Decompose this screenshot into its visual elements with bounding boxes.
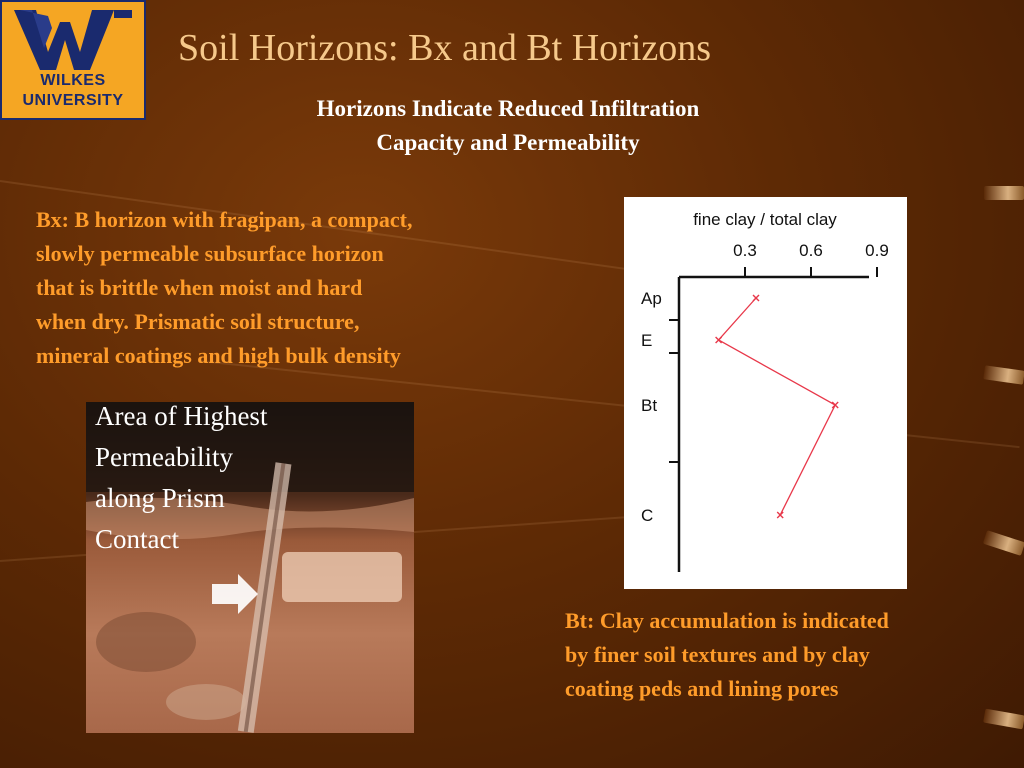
bx-description-line: when dry. Prismatic soil structure, (36, 309, 360, 334)
bt-description (565, 604, 889, 706)
bx-description-line: slowly permeable subsurface horizon (36, 241, 384, 266)
photo-caption-line: Permeability (95, 442, 233, 472)
bt-description-line: Bt: Clay accumulation is indicated (565, 608, 889, 633)
horizon-label: Ap (641, 289, 662, 308)
bt-description-line: coating peds and lining pores (565, 676, 839, 701)
slide-subtitle-line-1: Horizons Indicate Reduced Infiltration (316, 96, 700, 121)
x-tick-label: 0.3 (733, 241, 757, 260)
chart-svg (624, 197, 907, 589)
x-tick-label: 0.9 (865, 241, 889, 260)
photo-caption (95, 396, 267, 560)
series-line (719, 298, 836, 515)
photo-caption-line: along Prism (95, 483, 225, 513)
photo-caption-line: Contact (95, 524, 179, 554)
bt-description-line: by finer soil textures and by clay (565, 642, 870, 667)
logo-text-line-2: UNIVERSITY (22, 92, 124, 109)
decorative-bar (983, 365, 1024, 384)
bx-description-line: that is brittle when moist and hard (36, 275, 363, 300)
clay-ratio-chart (624, 197, 907, 589)
decorative-bar (983, 709, 1024, 730)
chart-title: fine clay / total clay (693, 210, 837, 229)
slide-title: Soil Horizons: Bx and Bt Horizons (178, 27, 712, 69)
photo-caption-line: Area of Highest (95, 401, 268, 431)
data-point (832, 402, 838, 408)
bx-description-line: mineral coatings and high bulk density (36, 343, 401, 368)
wilkes-w-emblem (14, 8, 134, 72)
bx-description (36, 203, 412, 373)
data-point (716, 337, 722, 343)
data-point (777, 512, 783, 518)
logo-text-line-1: WILKES (40, 72, 106, 89)
decorative-bar (984, 186, 1024, 200)
university-logo (0, 0, 146, 120)
horizon-label: Bt (641, 396, 658, 415)
horizon-label: C (641, 506, 654, 525)
horizon-label: E (641, 331, 653, 350)
bx-description-line: Bx: B horizon with fragipan, a compact, (36, 207, 413, 232)
x-tick-label: 0.6 (799, 241, 823, 260)
slide-subtitle-line-2: Capacity and Permeability (376, 130, 640, 155)
decorative-bar (983, 530, 1024, 556)
data-point (753, 295, 759, 301)
